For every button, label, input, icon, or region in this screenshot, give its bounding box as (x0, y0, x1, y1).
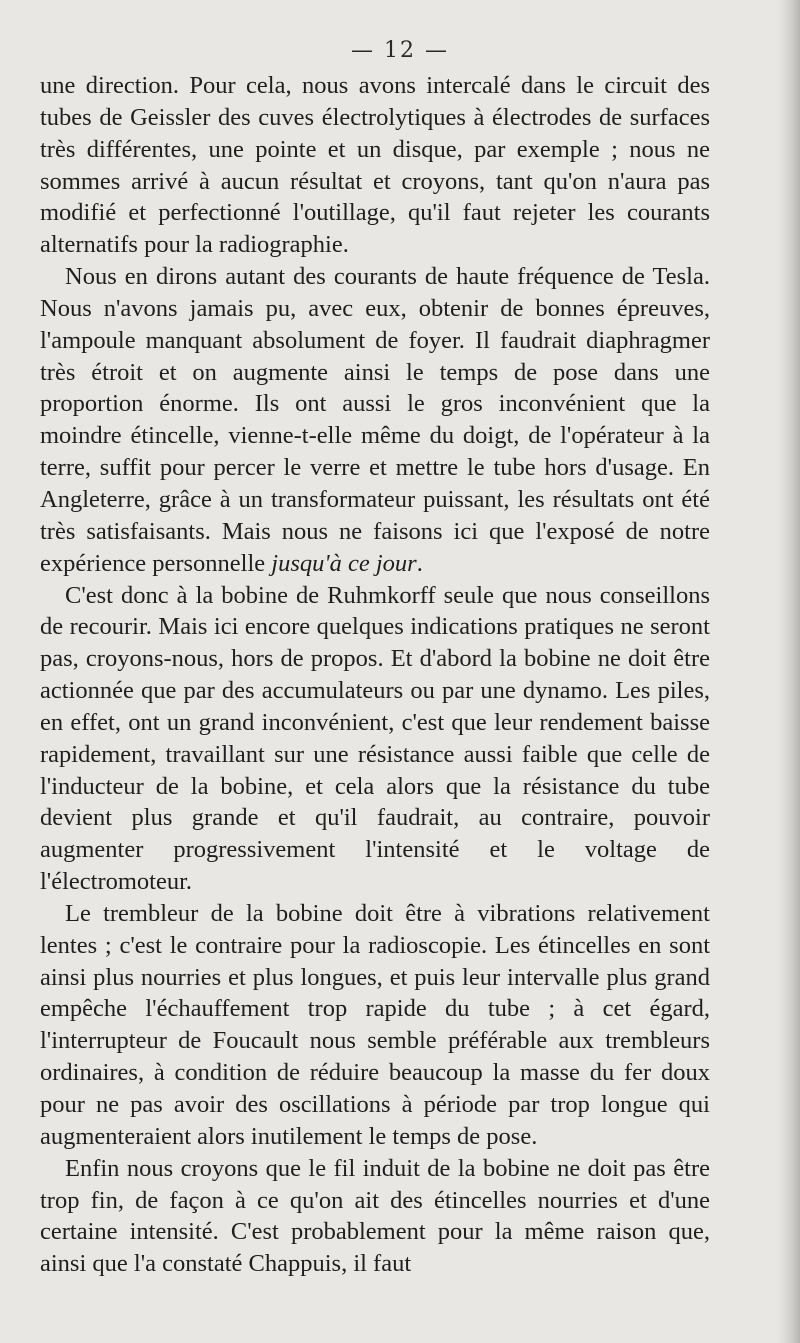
paragraph-end: . (416, 549, 423, 577)
paragraph: Le trembleur de la bobine doit être à vibrations relativement lentes ; c'est le contraire pour la radioscopie. Les étincelles en sont ainsi plus nourries et plus longues, et puis leur intervalle plus grand empêche l'échauffement trop rapide du tube ; à cet égard, l'interrupteur de Foucault nous semble préférable aux trembleurs ordinaires, à condition de réduire beaucoup la masse du fer doux pour ne pas avoir des oscillations à période par trop longue qui augmenteraient alors inutilement le temps de pose. (40, 899, 710, 1150)
paragraph: Enfin nous croyons que le fil induit de la bobine ne doit pas être trop fin, de façon à ce qu'on ait des étincelles nourries et d'une certaine intensité. C'est probablement pour la même raison que, ainsi que l'a constaté Chappuis, il faut (40, 1154, 710, 1278)
page-edge-shadow (778, 0, 800, 1343)
paragraph-text: Nous en dirons autant des courants de haute fréquence de Tesla. Nous n'avons jamais pu, avec eux, obtenir de bonnes épreuves, l'ampoule manquant absolument de foyer. Il faudrait diaphragmer très étroit et on augmente ainsi le temps de pose dans une proportion énorme. Ils ont aussi le gros inconvénient que la moindre étincelle, vienne-t-elle même du doigt, de l'opérateur à la terre, suffit pour percer le verre et mettre le tube hors d'usage. En Angleterre, grâce à un transformateur puissant, les résultats ont été très satisfaisants. Mais nous ne faisons ici que l'exposé de notre expérience personnelle (40, 263, 710, 577)
italic-phrase: jusqu'à ce jour (271, 549, 417, 577)
page-number: — 12 — (351, 38, 449, 63)
paragraph: une direction. Pour cela, nous avons intercalé dans le circuit des tubes de Geissler des cuves électrolytiques à électrodes de surfaces très différentes, une pointe et un disque, par exemple ; nous ne sommes arrivé à aucun résultat et croyons, tant qu'on n'aura pas modifié et perfectionné l'outillage, qu'il faut rejeter les courants alternatifs pour la radiographie. (40, 72, 710, 259)
paragraph: C'est donc à la bobine de Ruhmkorff seule que nous conseillons de recourir. Mais ici encore quelques indications pratiques ne seront pas, croyons-nous, hors de propos. Et d'abord la bobine ne doit être actionnée que par des accumulateurs ou par une dynamo. Les piles, en effet, ont un grand inconvénient, c'est que leur rendement baisse rapidement, travaillant sur une résistance aussi faible que celle de l'inducteur de la bobine, et cela alors que la résistance du tube devient plus grande et qu'il faudrait, au contraire, pouvoir augmenter progressivement l'intensité et le voltage de l'électromoteur. (40, 581, 710, 896)
body-text (40, 70, 710, 1280)
paragraph (40, 261, 710, 579)
